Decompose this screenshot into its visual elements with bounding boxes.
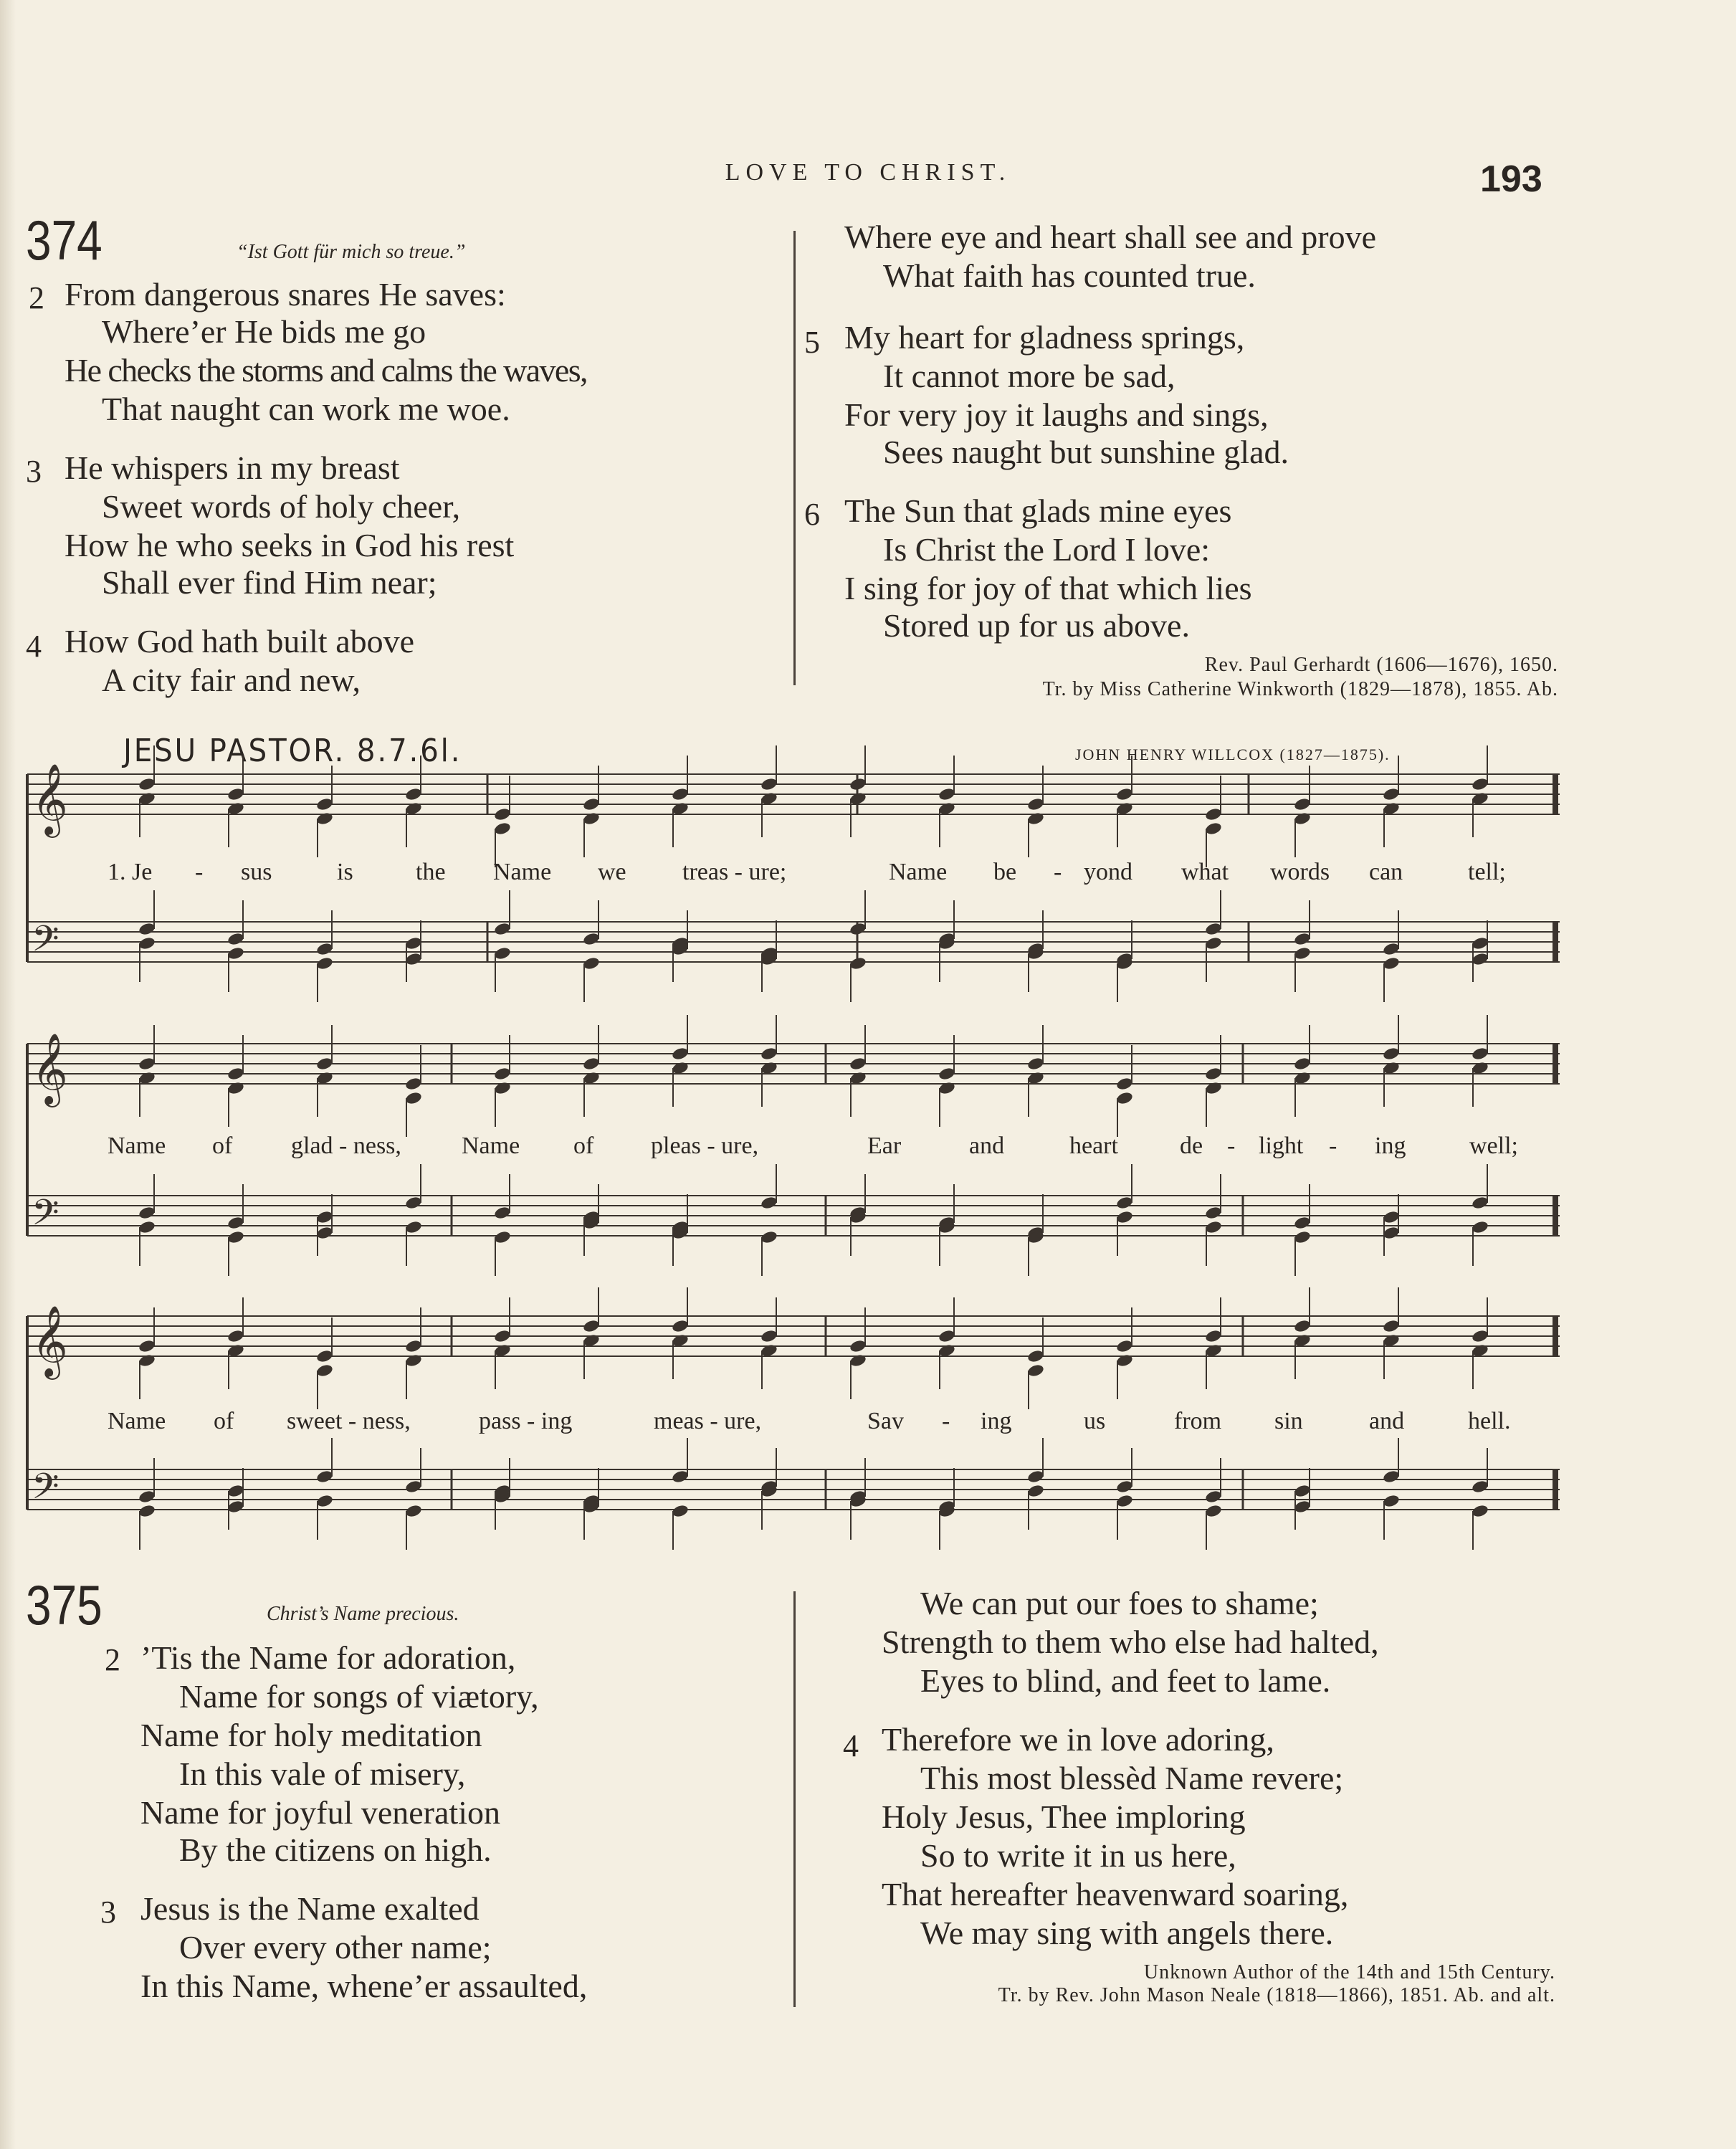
note-head — [493, 1067, 511, 1082]
verse-line: He checks the storms and calms the waves, — [65, 352, 587, 389]
note-head — [1204, 922, 1222, 937]
treble-clef-icon: 𝄞 — [32, 763, 68, 835]
note-head — [938, 1081, 955, 1096]
verse-line: This most blessèd Name revere; — [920, 1760, 1344, 1796]
note-head — [1293, 811, 1311, 826]
note-head — [1471, 1196, 1489, 1211]
lyric-syllable: we — [598, 859, 626, 885]
note-head — [760, 1329, 778, 1344]
note-head — [582, 956, 600, 971]
note-head — [404, 952, 422, 967]
verse-line: Eyes to blind, and feet to lame. — [920, 1662, 1331, 1699]
verse-line: Strength to them who else had halted, — [882, 1624, 1379, 1660]
note-head — [1471, 1479, 1489, 1495]
note-head — [493, 821, 511, 837]
verse-line: Stored up for us above. — [883, 607, 1190, 644]
lyric-syllable: what — [1181, 859, 1229, 885]
lyric-syllable: - — [195, 859, 204, 885]
note-head — [404, 1077, 422, 1092]
note-head — [1026, 1484, 1044, 1499]
verse-line: That hereafter heavenward soaring, — [882, 1876, 1349, 1912]
note-head — [493, 1206, 511, 1221]
lyric-syllable: - — [1227, 1133, 1236, 1159]
lyric-syllable: glad - ness, — [291, 1133, 401, 1159]
note-head — [315, 1349, 333, 1364]
note-head — [1293, 932, 1311, 947]
note-head — [226, 946, 244, 961]
verse-line: My heart for gladness springs, — [844, 319, 1245, 356]
verse-line: A city fair and new, — [102, 662, 361, 698]
note-head — [1382, 1210, 1400, 1225]
column-divider — [793, 1591, 796, 2007]
note-head — [1026, 1057, 1044, 1072]
lyric-syllable: de — [1180, 1133, 1203, 1159]
translator-credit: Tr. by Miss Catherine Winkworth (1829—1878), 1855. Ab. — [1042, 678, 1558, 700]
lyric-syllable: ing — [1375, 1133, 1406, 1159]
verse-number: 3 — [26, 454, 42, 489]
note-head — [1026, 1469, 1044, 1485]
bass-clef-icon: 𝄢 — [32, 1466, 59, 1516]
note-head — [226, 1500, 244, 1515]
note-head — [1115, 1196, 1133, 1211]
lyric-syllable: pleas - ure, — [651, 1133, 759, 1159]
note-head — [404, 787, 422, 802]
verse-line: We can put our foes to shame; — [920, 1585, 1319, 1621]
note-head — [582, 1057, 600, 1072]
note-head — [1293, 1319, 1311, 1334]
lyric-syllable: well; — [1469, 1133, 1518, 1159]
note-head — [760, 777, 778, 792]
note-head — [1204, 936, 1222, 951]
verse-line: Is Christ the Lord I love: — [883, 531, 1211, 568]
note-head — [1026, 1363, 1044, 1378]
note-head — [1471, 1220, 1489, 1235]
note-head — [315, 811, 333, 826]
note-head — [849, 1339, 867, 1354]
verse-number: 4 — [26, 629, 42, 664]
note-head — [1115, 787, 1133, 802]
note-head — [1204, 807, 1222, 822]
note-head — [1026, 797, 1044, 812]
note-head — [1204, 1490, 1222, 1505]
note-head — [1115, 1479, 1133, 1495]
verse-line: Jesus is the Name exalted — [140, 1890, 480, 1927]
treble-clef-icon: 𝄞 — [32, 1033, 68, 1105]
lyric-syllable: - — [1329, 1133, 1337, 1159]
verse-line: Therefore we in love adoring, — [882, 1721, 1274, 1758]
lyric-syllable: ing — [981, 1408, 1012, 1434]
note-head — [582, 811, 600, 826]
lyric-syllable: and — [1369, 1408, 1405, 1434]
lyric-syllable: of — [573, 1133, 594, 1159]
note-head — [1471, 1504, 1489, 1519]
lyric-syllable: Name — [493, 859, 552, 885]
note-head — [1204, 821, 1222, 837]
note-head — [1471, 777, 1489, 792]
verse-line: Shall ever find Him near; — [102, 564, 437, 601]
verse-line: Name for songs of viætory, — [179, 1678, 539, 1715]
note-head — [671, 1319, 689, 1334]
note-head — [404, 1091, 422, 1106]
note-head — [315, 1226, 333, 1241]
verse-line: Sees naught but sunshine glad. — [883, 434, 1289, 470]
note-head — [938, 1067, 955, 1082]
note-head — [1115, 1353, 1133, 1368]
verse-line: In this Name, whene’er assaulted, — [140, 1968, 588, 2004]
running-title: LOVE TO CHRIST. — [725, 159, 1011, 186]
note-head — [226, 1230, 244, 1245]
verse-line: Sweet words of holy cheer, — [102, 488, 461, 525]
note-head — [226, 1067, 244, 1082]
note-head — [1293, 1057, 1311, 1072]
lyric-syllable: be — [993, 859, 1017, 885]
page-number: 193 — [1480, 158, 1542, 200]
note-head — [1293, 797, 1311, 812]
note-head — [404, 1220, 422, 1235]
lyric-syllable: sweet - ness, — [287, 1408, 411, 1434]
note-head — [493, 1329, 511, 1344]
note-head — [1382, 1226, 1400, 1241]
note-head — [1382, 1047, 1400, 1062]
lyric-syllable: hell. — [1468, 1408, 1511, 1434]
lyric-syllable: from — [1174, 1408, 1222, 1434]
note-head — [671, 1504, 689, 1519]
lyric-syllable: light — [1259, 1133, 1304, 1159]
hymn-374-subtitle: “Ist Gott für mich so treue.” — [237, 241, 466, 263]
hymn-number-374: 374 — [26, 209, 102, 272]
note-head — [760, 1230, 778, 1245]
note-head — [138, 1220, 156, 1235]
note-head — [849, 1353, 867, 1368]
note-head — [315, 1469, 333, 1485]
bass-clef-icon: 𝄢 — [32, 1192, 59, 1242]
lyric-syllable: Name — [889, 859, 948, 885]
note-head — [1204, 1206, 1222, 1221]
note-head — [582, 932, 600, 947]
note-head — [671, 1047, 689, 1062]
note-head — [1471, 1047, 1489, 1062]
note-head — [1382, 956, 1400, 971]
note-head — [1026, 811, 1044, 826]
note-head — [760, 1047, 778, 1062]
verse-line: What faith has counted true. — [883, 257, 1256, 294]
verse-line: From dangerous snares He saves: — [65, 276, 506, 313]
verse-line: We may sing with angels there. — [920, 1915, 1334, 1951]
lyric-syllable: us — [1084, 1408, 1106, 1434]
note-head — [1115, 1077, 1133, 1092]
note-head — [1026, 1349, 1044, 1364]
note-head — [315, 797, 333, 812]
note-head — [404, 936, 422, 951]
author-credit: Unknown Author of the 14th and 15th Century. — [1143, 1961, 1555, 1983]
note-head — [226, 1484, 244, 1499]
note-head — [1293, 1500, 1311, 1515]
verse-number: 4 — [843, 1728, 859, 1763]
hymn-number-375: 375 — [26, 1573, 102, 1636]
verse-line: Name for joyful veneration — [140, 1794, 500, 1831]
note-head — [1471, 1329, 1489, 1344]
lyric-syllable: Name — [108, 1408, 166, 1434]
note-head — [315, 1494, 333, 1509]
note-head — [404, 1479, 422, 1495]
note-head — [1204, 1067, 1222, 1082]
note-head — [1382, 1319, 1400, 1334]
verse-line: That naught can work me woe. — [102, 391, 510, 427]
lyric-syllable: the — [416, 859, 446, 885]
note-head — [1115, 1494, 1133, 1509]
verse-number: 3 — [100, 1895, 116, 1930]
note-head — [138, 777, 156, 792]
note-head — [582, 797, 600, 812]
lyric-syllable: can — [1369, 859, 1403, 885]
verse-line: Over every other name; — [179, 1929, 492, 1965]
lyric-syllable: is — [337, 859, 353, 885]
hymn-375-subtitle: Christ’s Name precious. — [267, 1603, 459, 1625]
note-head — [138, 1057, 156, 1072]
verse-line: Holy Jesus, Thee imploring — [882, 1798, 1246, 1835]
verse-line: For very joy it laughs and sings, — [844, 396, 1269, 433]
tune-name: JESU PASTOR. 8.7.6l. — [123, 733, 462, 769]
note-head — [404, 1339, 422, 1354]
lyric-syllable: sin — [1274, 1408, 1303, 1434]
lyric-syllable: Name — [108, 1133, 166, 1159]
note-head — [226, 787, 244, 802]
note-head — [938, 787, 955, 802]
verse-line: So to write it in us here, — [920, 1837, 1236, 1874]
note-head — [1204, 1329, 1222, 1344]
note-head — [849, 1057, 867, 1072]
note-head — [315, 1363, 333, 1378]
note-head — [1115, 1091, 1133, 1106]
verse-line: It cannot more be sad, — [883, 358, 1175, 394]
lyric-syllable: treas - ure; — [682, 859, 787, 885]
note-head — [1382, 1494, 1400, 1509]
note-head — [582, 1319, 600, 1334]
note-head — [849, 922, 867, 937]
note-head — [1115, 1339, 1133, 1354]
translator-credit: Tr. by Rev. John Mason Neale (1818—1866), 1851. Ab. and alt. — [998, 1984, 1555, 2006]
lyric-syllable: heart — [1069, 1133, 1118, 1159]
note-head — [493, 1081, 511, 1096]
note-head — [138, 1339, 156, 1354]
verse-line: How he who seeks in God his rest — [65, 527, 515, 563]
note-head — [404, 1353, 422, 1368]
verse-line: By the citizens on high. — [179, 1831, 492, 1868]
verse-number: 5 — [804, 325, 820, 360]
note-head — [404, 1196, 422, 1211]
note-head — [138, 1490, 156, 1505]
note-head — [1471, 952, 1489, 967]
note-head — [671, 787, 689, 802]
note-head — [849, 777, 867, 792]
lyric-syllable: Sav — [867, 1408, 904, 1434]
verse-number: 6 — [804, 497, 820, 532]
note-head — [1293, 1216, 1311, 1231]
lyric-syllable: - — [1054, 859, 1062, 885]
bass-clef-icon: 𝄢 — [32, 918, 59, 968]
note-head — [849, 956, 867, 971]
note-head — [1382, 942, 1400, 957]
note-head — [671, 1469, 689, 1485]
note-head — [938, 1329, 955, 1344]
note-head — [315, 1210, 333, 1225]
note-head — [315, 1057, 333, 1072]
note-head — [760, 1196, 778, 1211]
verse-line: The Sun that glads mine eyes — [844, 492, 1232, 529]
note-head — [1293, 946, 1311, 961]
verse-line: In this vale of misery, — [179, 1755, 466, 1792]
note-head — [138, 1353, 156, 1368]
note-head — [138, 1206, 156, 1221]
treble-clef-icon: 𝄞 — [32, 1305, 68, 1377]
note-head — [226, 1329, 244, 1344]
note-head — [315, 942, 333, 957]
verse-line: I sing for joy of that which lies — [844, 570, 1252, 606]
verse-line: Where’er He bids me go — [102, 313, 426, 350]
note-head — [493, 1230, 511, 1245]
note-head — [315, 956, 333, 971]
lyric-syllable: of — [214, 1408, 234, 1434]
lyric-syllable: 1. Je — [108, 859, 153, 885]
note-head — [1115, 1210, 1133, 1225]
note-head — [138, 936, 156, 951]
note-head — [1204, 1220, 1222, 1235]
verse-line: He whispers in my breast — [65, 449, 400, 486]
note-head — [138, 922, 156, 937]
note-head — [1293, 1230, 1311, 1245]
note-head — [404, 1504, 422, 1519]
author-credit: Rev. Paul Gerhardt (1606—1676), 1650. — [1204, 654, 1558, 676]
note-head — [1204, 1504, 1222, 1519]
note-head — [1293, 1484, 1311, 1499]
lyric-syllable: of — [212, 1133, 233, 1159]
lyric-syllable: pass - ing — [479, 1408, 573, 1434]
verse-number: 2 — [105, 1642, 120, 1677]
note-head — [226, 1081, 244, 1096]
composer-credit: JOHN HENRY WILLCOX (1827—1875). — [1075, 745, 1391, 763]
verse-number: 2 — [29, 280, 44, 315]
lyric-syllable: Name — [462, 1133, 520, 1159]
note-head — [493, 807, 511, 822]
note-head — [226, 1216, 244, 1231]
lyric-syllable: sus — [241, 859, 272, 885]
verse-line: ’Tis the Name for adoration, — [140, 1639, 516, 1676]
lyric-syllable: and — [969, 1133, 1005, 1159]
lyric-syllable: meas - ure, — [654, 1408, 762, 1434]
note-head — [493, 922, 511, 937]
note-head — [493, 946, 511, 961]
verse-line: Where eye and heart shall see and prove — [844, 219, 1377, 255]
lyric-syllable: - — [942, 1408, 950, 1434]
note-head — [1382, 787, 1400, 802]
note-head — [1204, 1081, 1222, 1096]
lyric-syllable: Ear — [867, 1133, 902, 1159]
note-head — [138, 1504, 156, 1519]
note-head — [1382, 1469, 1400, 1485]
lyric-syllable: tell; — [1468, 859, 1506, 885]
lyric-syllable: words — [1270, 859, 1330, 885]
note-head — [226, 932, 244, 947]
lyric-syllable: yond — [1084, 859, 1132, 885]
verse-line: Name for holy meditation — [140, 1717, 482, 1753]
note-head — [1471, 936, 1489, 951]
verse-line: How God hath built above — [65, 623, 415, 659]
